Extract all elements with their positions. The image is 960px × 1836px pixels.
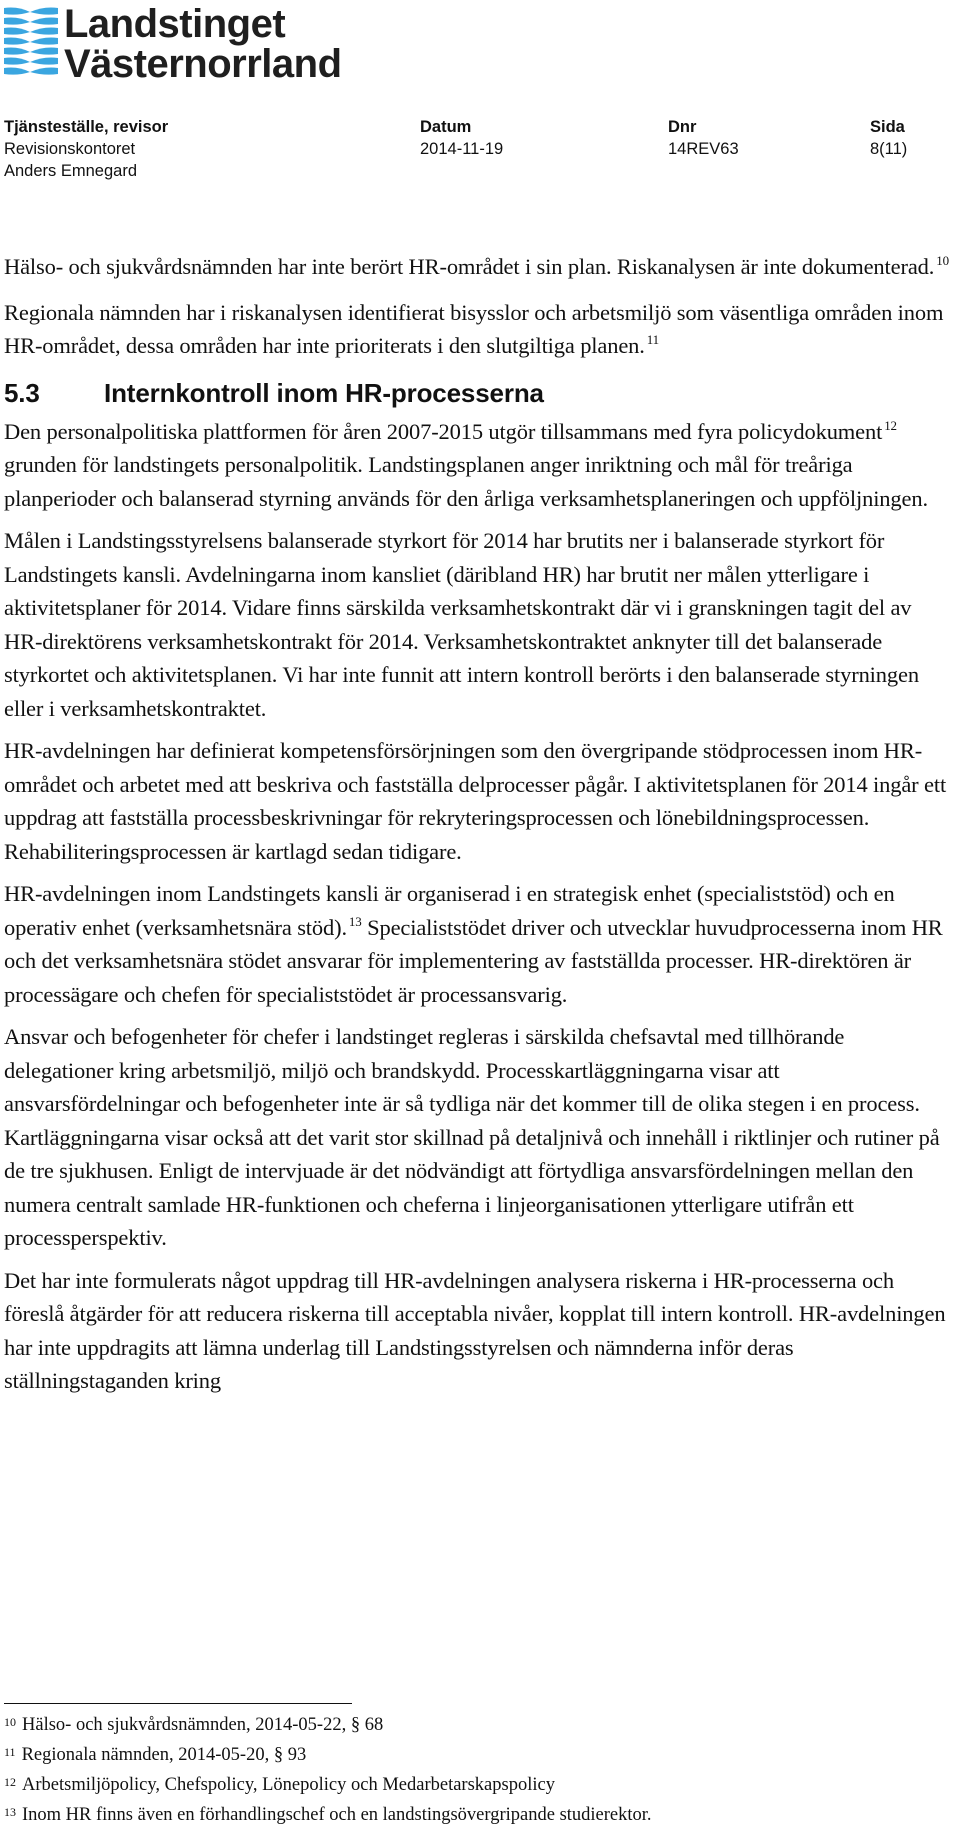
- paragraph-text: Det har inte formulerats något uppdrag till HR-avdelningen analysera riskerna i HR-processerna och föreslå åtgärder för att reducera riskerna till acceptabla nivåer, kopplat till intern kontroll. HR-avdelningen har inte uppdragits att lämna underlag till Landstingsstyrelsen och nämnderna inför deras ställningstaganden kring: [4, 1267, 946, 1393]
- section-heading: [4, 375, 954, 411]
- paragraph-text: Den personalpolitiska plattformen för åren 2007-2015 utgör tillsammans med fyra policydokument: [4, 418, 883, 444]
- organization-logo: [0, 2, 342, 86]
- paragraph-text: grunden för landstingets personalpolitik. Landstingsplanen anger inriktning och mål för treåriga planperioder och balanserad styrning används för den årliga verksamhetsplaneringen och uppföljningen.: [4, 452, 928, 511]
- meta-author-value: Anders Emnegard: [4, 162, 137, 180]
- meta-ref-label: Dnr: [668, 118, 697, 136]
- meta-date-column: [420, 116, 503, 160]
- footnote-ref[interactable]: 13: [348, 913, 362, 929]
- section-title: Internkontroll inom HR-processerna: [104, 377, 544, 408]
- paragraph: [4, 250, 954, 284]
- footnote-number: 10: [4, 1715, 16, 1729]
- footnote-text: Inom HR finns även en förhandlingschef och en landstingsövergripande studierektor.: [22, 1805, 652, 1825]
- paragraph: [4, 1264, 954, 1398]
- footnote-number: 11: [4, 1745, 16, 1759]
- paragraph-text: Ansvar och befogenheter för chefer i landstinget regleras i särskilda chefsavtal med tillhörande delegationer kring arbetsmiljö, miljö och brandskydd. Processkartläggningarna visar att ansvarsfördelningar och befogenheter inte är så tydliga när det kommer till de olika stegen i en process. Kartläggningarna visar också att det varit stor skillnad på detaljnivå och innehåll i riktlinjer och rutiner på de tre sjukhusen. Enligt de intervjuade är det nödvändigt att förtydliga ansvarsfördelningen mellan den numera centralt samlade HR-funktionen och cheferna i linjeorganisationen ytterligare utifrån ett processperspektiv.: [4, 1024, 940, 1250]
- logo-wordmark: [64, 4, 342, 84]
- paragraph: [4, 296, 954, 363]
- footnote-text: Arbetsmiljöpolicy, Chefspolicy, Lönepolicy och Medarbetarskapspolicy: [22, 1775, 555, 1795]
- paragraph-text: HR-avdelningen inom Landstingets kansli är organiserad i en strategisk enhet (specialiststöd) och en operativ enhet (verksamhetsnära stöd).: [4, 881, 895, 940]
- paragraph: [4, 415, 954, 516]
- logo-line-1: Landstinget: [64, 2, 286, 46]
- footnote-ref[interactable]: 11: [646, 332, 659, 347]
- meta-page-value: 8(11): [870, 140, 908, 158]
- meta-ref-column: [668, 116, 739, 160]
- logo-line-2: Västernorrland: [64, 42, 342, 86]
- meta-page-column: [870, 116, 907, 160]
- footnotes: [4, 1710, 944, 1830]
- paragraph: [4, 524, 954, 725]
- paragraph: [4, 877, 954, 1011]
- paragraph-text: Målen i Landstingsstyrelsens balanserade styrkort för 2014 har brutits ner i balanserade styrkort för Landstingets kansli. Avdelningarna inom kansliet (däribland HR) har brutit ner målen ytterligare i aktivitetsplaner för 2014. Vidare finns särskilda verksamhetskontrakt där vi i granskningen tagit del av HR-direktörens verksamhetskontrakt för 2014. Verksamhetskontraktet anknyter till det balanserade styrkortet och aktivitetsplanen. Vi har inte funnit att intern kontroll berörts i den balanserade styrningen eller i verksamhetskontraktet.: [4, 528, 919, 721]
- footnote-ref[interactable]: 10: [936, 253, 949, 268]
- paragraph-text: Regionala nämnden har i riskanalysen identifierat bisysslor och arbetsmiljö som väsentliga områden inom HR-området, dessa områden har inte prioriterats i den slutgiltiga planen.: [4, 299, 944, 358]
- logo-mark-icon: [0, 2, 64, 82]
- footnote-divider: [4, 1703, 352, 1704]
- footnote: [4, 1770, 944, 1800]
- footnote: [4, 1800, 944, 1830]
- meta-office-column: [4, 116, 168, 182]
- paragraph-text: Hälso- och sjukvårdsnämnden har inte berört HR-området i sin plan. Riskanalysen är inte dokumenterad.: [4, 254, 935, 279]
- document-body: [4, 250, 954, 1407]
- meta-role-label: Tjänsteställe, revisor: [4, 118, 169, 136]
- paragraph: [4, 1020, 954, 1255]
- footnote-number: 13: [4, 1805, 16, 1819]
- paragraph: [4, 734, 954, 868]
- meta-date-label: Datum: [420, 118, 472, 136]
- meta-date-value: 2014-11-19: [420, 140, 504, 158]
- meta-ref-value: 14REV63: [668, 140, 739, 158]
- meta-office-value: Revisionskontoret: [4, 140, 136, 158]
- footnote-ref[interactable]: 12: [884, 417, 897, 433]
- footnote-text: Regionala nämnden, 2014-05-20, § 93: [21, 1745, 307, 1765]
- footnote: [4, 1740, 944, 1770]
- paragraph-text: HR-avdelningen har definierat kompetensförsörjningen som den övergripande stödprocessen inom HR-området och arbetet med att beskriva och fastställa delprocesser pågår. I aktivitetsplanen för 2014 ingår ett uppdrag att fastställa processbeskrivningar för rekryteringsprocessen och lönebildningsprocessen. Rehabiliteringsprocessen är kartlagd sedan tidigare.: [4, 738, 947, 864]
- footnote: [4, 1710, 944, 1740]
- meta-page-label: Sida: [870, 118, 905, 136]
- paragraph-text: Specialiststödet driver och utvecklar huvudprocesserna inom HR och det verksamhetsnära stödet ansvarar för implementering av fastställda processer. HR-direktören är processägare och chefen för specialiststödet är processansvarig.: [4, 914, 943, 1007]
- footnote-text: Hälso- och sjukvårdsnämnden, 2014-05-22, § 68: [22, 1715, 384, 1735]
- section-number: 5.3: [4, 377, 40, 408]
- footnote-number: 12: [4, 1775, 16, 1789]
